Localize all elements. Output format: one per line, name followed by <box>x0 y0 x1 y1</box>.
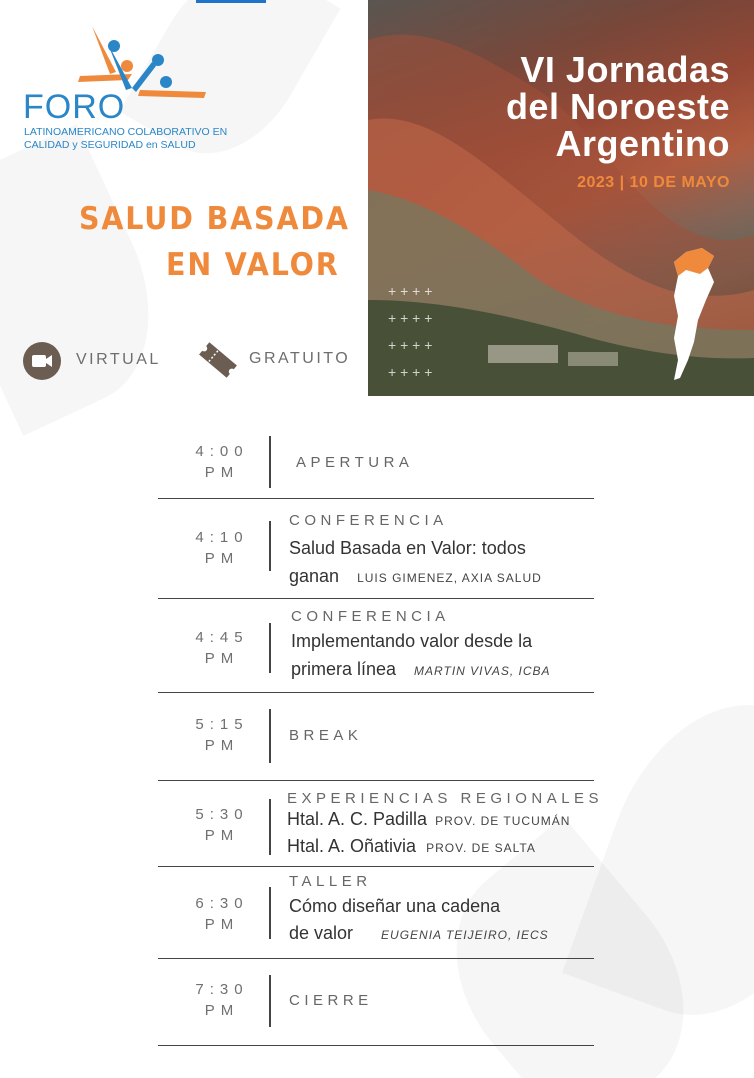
hero-title-line-2: del Noroeste <box>505 86 730 127</box>
speaker-name: EUGENIA TEIJEIRO, IECS <box>381 928 549 942</box>
schedule-time-period: PM <box>204 464 240 481</box>
schedule-time-period: PM <box>204 916 240 933</box>
schedule-time: 5:30 <box>195 806 249 823</box>
session-type: CONFERENCIA <box>289 512 448 529</box>
schedule-time: 5:15 <box>195 716 249 733</box>
gratuito-label: GRATUITO <box>249 350 351 367</box>
schedule-row <box>158 499 594 599</box>
speaker-name: LUIS GIMENEZ, AXIA SALUD <box>357 571 542 585</box>
talk-title: Htal. A. Oñativia PROV. DE SALTA <box>287 836 536 856</box>
session-type: BREAK <box>289 727 363 744</box>
headline-line-1: SALUD BASADA <box>79 201 350 237</box>
session-type: CONFERENCIA <box>291 608 450 625</box>
hero-date: 2023 | 10 DE MAYO <box>577 174 730 191</box>
schedule-row <box>158 420 594 499</box>
schedule-row <box>158 867 594 959</box>
talk-title-continued: ganan LUIS GIMENEZ, AXIA SALUD <box>289 566 542 586</box>
schedule-time: 4:10 <box>195 529 249 546</box>
talk-title: Salud Basada en Valor: todos <box>289 538 526 558</box>
talk-title: Cómo diseñar una cadena <box>289 896 501 916</box>
session-type: APERTURA <box>296 454 414 471</box>
schedule-time-period: PM <box>204 827 240 844</box>
session-type: TALLER <box>289 873 372 890</box>
schedule-time: 7:30 <box>195 981 249 998</box>
schedule-time-period: PM <box>204 650 240 667</box>
schedule-time-period: PM <box>204 1002 240 1019</box>
logo-tagline-1: LATINOAMERICANO COLABORATIVO EN <box>24 126 228 138</box>
session-type: CIERRE <box>289 992 373 1009</box>
session-type: EXPERIENCIAS REGIONALES <box>287 790 604 807</box>
talk-title-continued: primera línea MARTIN VIVAS, ICBA <box>291 659 551 679</box>
schedule-time: 4:00 <box>195 443 249 460</box>
speaker-name: PROV. DE SALTA <box>426 841 536 855</box>
virtual-label: VIRTUAL <box>76 351 161 368</box>
talk-title-continued: de valor EUGENIA TEIJEIRO, IECS <box>289 923 549 943</box>
schedule-time-period: PM <box>204 737 240 754</box>
schedule-time: 4:45 <box>195 629 249 646</box>
schedule-row <box>158 599 594 693</box>
speaker-name: PROV. DE TUCUMÁN <box>435 814 571 828</box>
schedule-row <box>158 959 594 1046</box>
leaf-shadow-decoration <box>0 124 187 436</box>
speaker-name: MARTIN VIVAS, ICBA <box>414 664 551 678</box>
logo-tagline-2: CALIDAD y SEGURIDAD en SALUD <box>24 139 196 151</box>
hero-title-line-3: Argentino <box>555 123 730 164</box>
logo-wordmark: FORO <box>23 88 126 126</box>
talk-title: Htal. A. C. Padilla PROV. DE TUCUMÁN <box>287 809 571 829</box>
ticket-icon <box>196 338 240 382</box>
talk-title: Implementando valor desde la <box>291 631 533 651</box>
hero-landscape-image: + + + + + + + + + + + + + + + + VI Jornadas del Noroeste Argentino 2023 | 10 DE MAYO <box>368 0 754 396</box>
schedule-row <box>158 781 604 867</box>
schedule-time-period: PM <box>204 550 240 567</box>
schedule-time: 6:30 <box>195 895 249 912</box>
foro-logo <box>20 18 228 153</box>
schedule-row <box>158 693 594 781</box>
headline-line-2: EN VALOR <box>166 247 340 283</box>
top-accent-bar <box>196 0 266 3</box>
video-camera-icon <box>22 341 62 381</box>
hero-title-line-1: VI Jornadas <box>520 49 730 90</box>
